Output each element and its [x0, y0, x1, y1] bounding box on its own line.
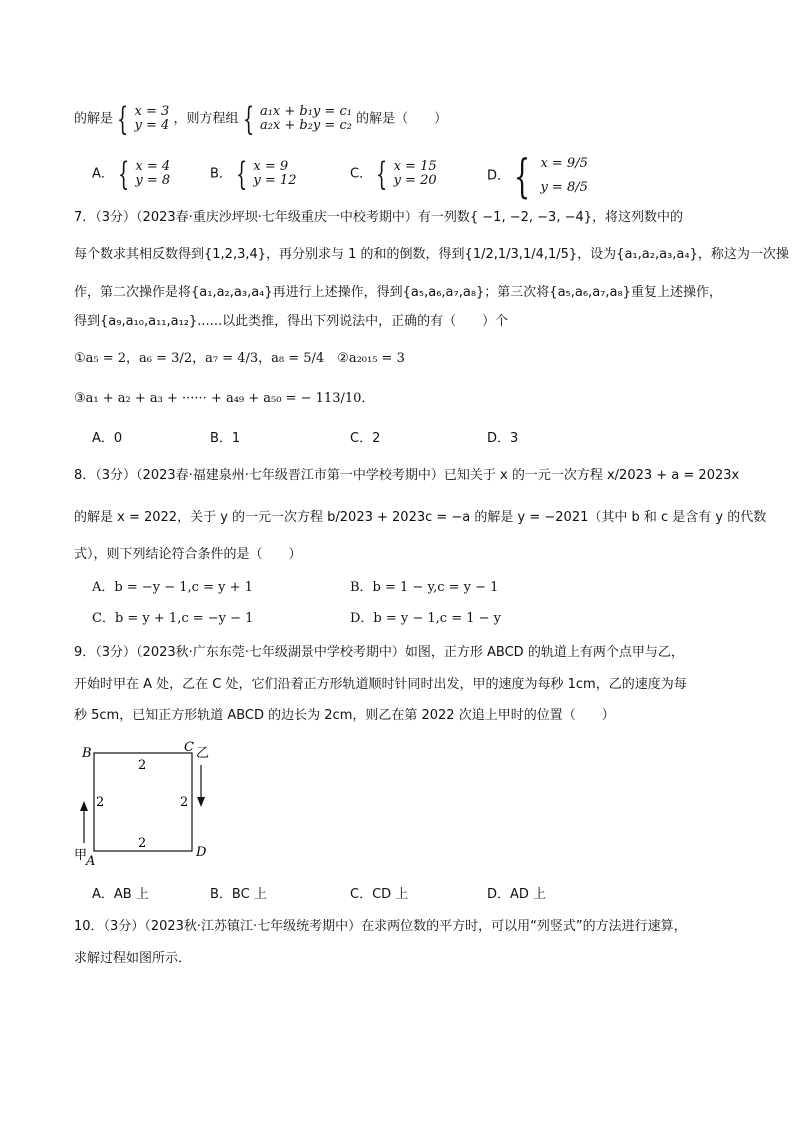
q6-system-1: { x = 3 y = 4	[117, 100, 170, 138]
q9-option-b[interactable]: B．BC 上	[210, 887, 267, 902]
yi-arrow-head	[197, 797, 205, 807]
q9-option-a[interactable]: A．AB 上	[92, 887, 149, 902]
vertex-a: A	[86, 854, 96, 865]
jia-arrow-head	[80, 801, 88, 811]
q6-lead: 的解是	[74, 111, 114, 127]
q8-line-1: 8．（3分）（2023春·福建泉州·七年级晋江市第一中学校考期中）已知关于 x 的一元一次方程 x/2023 + a = 2023x	[74, 468, 740, 483]
q7-line-2: 每个数求其相反数得到{1,2,3,4}，再分别求与 1 的和的倒数，得到{1/2,1/3,1/4,1/5}，设为{a₁,a₂,a₃,a₄}，称这为一次操	[74, 247, 789, 262]
q8-option-c[interactable]: C．b = y + 1,c = −y − 1	[92, 611, 254, 626]
q7-line-1: 7．（3分）（2023春·重庆沙坪坝·七年级重庆一中校考期中）有一列数{ −1, −2, −3, −4}，将这列数中的	[74, 210, 684, 225]
q10-line-1: 10．（3分）（2023秋·江苏镇江·七年级统考期中）在求两位数的平方时，可以用“列竖式”的方法进行速算，	[74, 919, 687, 934]
q8-line-3: 式），则下列结论符合条件的是（ ）	[74, 547, 302, 562]
q10-line-2: 求解过程如图所示．	[74, 951, 192, 966]
q9-square-figure	[70, 735, 230, 865]
q8-line-2: 的解是 x = 2022，关于 y 的一元一次方程 b/2023 + 2023c = −a 的解是 y = −2021（其中 b 和 c 是含有 y 的代数	[74, 510, 767, 525]
side-label-bc: 2	[138, 758, 147, 773]
q8-option-b[interactable]: B．b = 1 − y,c = y − 1	[350, 580, 499, 595]
yi-label: 乙	[196, 746, 210, 761]
q9-option-d[interactable]: D．AD 上	[487, 887, 547, 902]
q6-mid: ，则方程组	[173, 111, 239, 127]
q7-option-a[interactable]: A．0	[92, 431, 123, 446]
q9-line-1: 9．（3分）（2023秋·广东东莞·七年级湖景中学校考期中）如图，正方形 ABCD 的轨道上有两个点甲与乙，	[74, 645, 684, 660]
q6-stem	[74, 100, 448, 138]
q7-option-b[interactable]: B．1	[210, 431, 241, 446]
side-label-cd: 2	[180, 795, 189, 810]
q7-line-3: 作，第二次操作是将{a₁,a₂,a₃,a₄}再进行上述操作，得到{a₅,a₆,a₇,a₈}；第三次将{a₅,a₆,a₇,a₈}重复上述操作，	[74, 285, 722, 300]
q7-statement-1-2: ①a₅ = 2，a₆ = 3/2，a₇ = 4/3，a₈ = 5/4 ②a₂₀₁₅ = 3	[74, 351, 405, 366]
q9-line-3: 秒 5cm，已知正方形轨道 ABCD 的边长为 2cm，则乙在第 2022 次追上甲时的位置（ ）	[74, 708, 615, 723]
q9-line-2: 开始时甲在 A 处，乙在 C 处，它们沿着正方形轨道顺时针同时出发，甲的速度为每秒 1cm，乙的速度为每	[74, 677, 687, 692]
side-label-ab: 2	[96, 795, 105, 810]
q7-option-c[interactable]: C．2	[350, 431, 381, 446]
q6-option-b[interactable]: B． { x = 9 y = 12	[210, 155, 297, 193]
q9-option-c[interactable]: C．CD 上	[350, 887, 409, 902]
q8-option-a[interactable]: A．b = −y − 1,c = y + 1	[92, 580, 253, 595]
vertex-c: C	[184, 740, 194, 755]
vertex-d: D	[196, 845, 207, 860]
jia-label: 甲	[74, 848, 88, 863]
vertex-b: B	[82, 746, 92, 761]
q8-option-d[interactable]: D．b = y − 1,c = 1 − y	[350, 611, 502, 626]
side-label-ad: 2	[138, 836, 147, 851]
q6-system-2: { a₁x + b₁y = c₁ a₂x + b₂y = c₂	[242, 100, 352, 138]
q7-line-4: 得到{a₉,a₁₀,a₁₁,a₁₂}......以此类推，得出下列说法中，正确的有（ ）个	[74, 314, 509, 329]
q6-option-d[interactable]: D． { x = 9/5 y = 8/5	[487, 149, 588, 203]
q6-option-c[interactable]: C． { x = 15 y = 20	[350, 155, 437, 193]
q6-option-a[interactable]: A． { x = 4 y = 8	[92, 155, 171, 193]
q7-statement-3: ③a₁ + a₂ + a₃ + ······ + a₄₉ + a₅₀ = − 113/10．	[74, 391, 375, 406]
q7-option-d[interactable]: D．3	[487, 431, 519, 446]
q6-end: 的解是（ ）	[356, 111, 448, 127]
